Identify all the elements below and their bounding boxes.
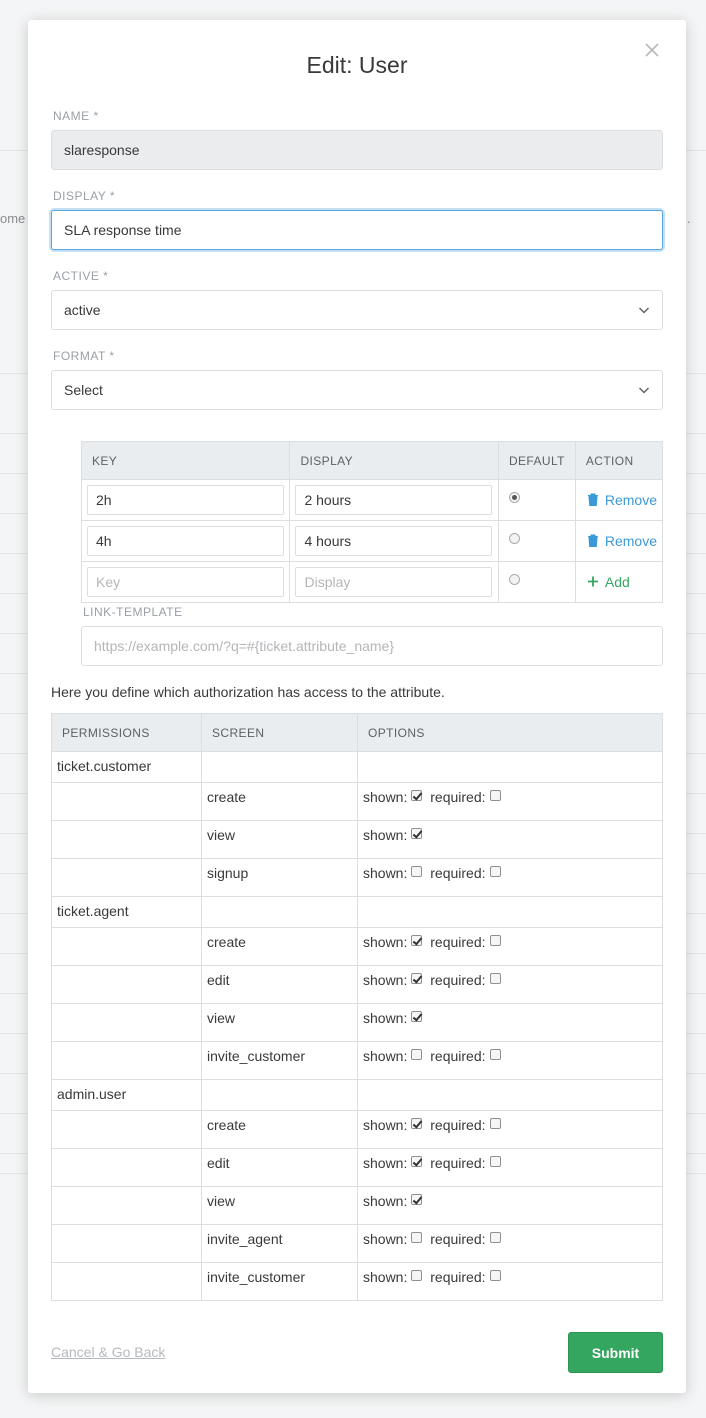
option-display-input[interactable] — [295, 485, 492, 515]
permission-screen-row — [52, 1149, 663, 1187]
chevron-down-icon — [638, 304, 650, 316]
screen-options — [358, 1111, 663, 1149]
permission-screen-row — [52, 1042, 663, 1080]
link-template-input[interactable] — [81, 626, 663, 666]
shown-checkbox[interactable] — [411, 1156, 422, 1167]
required-checkbox[interactable] — [490, 1156, 501, 1167]
option-row — [82, 480, 663, 521]
shown-label: shown: — [363, 1231, 408, 1247]
shown-label: shown: — [363, 1117, 408, 1133]
name-label: NAME * — [53, 109, 99, 123]
default-radio[interactable] — [509, 574, 520, 585]
trash-icon — [587, 534, 599, 547]
permission-screen-row — [52, 928, 663, 966]
required-label: required: — [430, 1117, 486, 1133]
shown-checkbox[interactable] — [411, 790, 422, 801]
screen-options — [358, 1225, 663, 1263]
screen-name: invite_customer — [202, 1263, 358, 1301]
screen-name: create — [202, 928, 358, 966]
shown-label: shown: — [363, 1010, 408, 1026]
modal-title: Edit: User — [306, 52, 408, 78]
empty-cell — [52, 1042, 202, 1080]
screen-name: signup — [202, 859, 358, 897]
default-radio[interactable] — [509, 533, 520, 544]
empty-cell — [52, 859, 202, 897]
empty-cell — [52, 1149, 202, 1187]
required-label: required: — [430, 972, 486, 988]
permission-screen-row — [52, 821, 663, 859]
submit-button[interactable]: Submit — [568, 1332, 663, 1373]
required-checkbox[interactable] — [490, 866, 501, 877]
remove-button[interactable] — [587, 492, 657, 508]
permission-group-row — [52, 752, 663, 783]
display-input[interactable] — [51, 210, 663, 250]
permission-screen-row — [52, 1004, 663, 1042]
background-text: ome — [0, 211, 26, 226]
screen-options — [358, 1042, 663, 1080]
screen-name: edit — [202, 1149, 358, 1187]
required-label: required: — [430, 865, 486, 881]
background-text: . — [687, 211, 691, 226]
format-select-value: Select — [64, 382, 103, 398]
shown-label: shown: — [363, 789, 408, 805]
permission-screen-row — [52, 1263, 663, 1301]
active-select[interactable] — [51, 290, 663, 330]
screen-options — [358, 1263, 663, 1301]
screen-name: create — [202, 783, 358, 821]
shown-label: shown: — [363, 1048, 408, 1064]
empty-cell — [52, 966, 202, 1004]
screen-options — [358, 1149, 663, 1187]
options-column-header: OPTIONS — [358, 714, 663, 752]
new-option-display-input[interactable] — [295, 567, 492, 597]
empty-cell — [202, 752, 358, 783]
empty-cell — [52, 1187, 202, 1225]
empty-cell — [52, 1225, 202, 1263]
permission-group-row — [52, 897, 663, 928]
empty-cell — [52, 1263, 202, 1301]
permission-screen-row — [52, 966, 663, 1004]
cancel-go-back-link[interactable]: Cancel & Go Back — [51, 1344, 166, 1360]
screen-name: create — [202, 1111, 358, 1149]
empty-cell — [358, 1080, 663, 1111]
shown-label: shown: — [363, 865, 408, 881]
shown-checkbox[interactable] — [411, 935, 422, 946]
trash-icon — [587, 493, 599, 506]
shown-label: shown: — [363, 1155, 408, 1171]
select-options-table — [81, 441, 663, 603]
empty-cell — [52, 821, 202, 859]
option-display-input[interactable] — [295, 526, 492, 556]
add-label: Add — [604, 574, 630, 590]
screen-options — [358, 821, 663, 859]
remove-button[interactable] — [587, 533, 657, 549]
required-checkbox[interactable] — [490, 1270, 501, 1281]
chevron-down-icon — [638, 384, 650, 396]
empty-cell — [52, 928, 202, 966]
empty-cell — [52, 783, 202, 821]
permission-name: admin.user — [52, 1080, 202, 1111]
screen-name: invite_customer — [202, 1042, 358, 1080]
shown-checkbox[interactable] — [411, 828, 422, 839]
screen-options — [358, 928, 663, 966]
required-label: required: — [430, 1269, 486, 1285]
screen-column-header: SCREEN — [202, 714, 358, 752]
active-label: ACTIVE * — [53, 269, 109, 283]
screen-options — [358, 859, 663, 897]
permission-name: ticket.customer — [52, 752, 202, 783]
name-input[interactable] — [51, 130, 663, 170]
required-label: required: — [430, 1231, 486, 1247]
screen-name: view — [202, 1004, 358, 1042]
permissions-table — [51, 713, 663, 1301]
shown-checkbox[interactable] — [411, 1232, 422, 1243]
required-checkbox[interactable] — [490, 1232, 501, 1243]
required-label: required: — [430, 1048, 486, 1064]
new-option-key-input[interactable] — [87, 567, 284, 597]
required-label: required: — [430, 789, 486, 805]
permission-name: ticket.agent — [52, 897, 202, 928]
remove-label: Remove — [604, 533, 657, 549]
shown-label: shown: — [363, 1193, 408, 1209]
shown-label: shown: — [363, 972, 408, 988]
permission-screen-row — [52, 859, 663, 897]
default-radio[interactable] — [509, 492, 520, 503]
shown-label: shown: — [363, 934, 408, 950]
shown-label: shown: — [363, 827, 408, 843]
empty-cell — [358, 897, 663, 928]
permissions-intro: Here you define which authorization has access to the attribute. — [51, 684, 445, 700]
screen-options — [358, 966, 663, 1004]
action-column-header: ACTION — [575, 442, 662, 480]
required-label: required: — [430, 1155, 486, 1171]
active-select-value: active — [64, 302, 101, 318]
screen-options — [358, 783, 663, 821]
remove-label: Remove — [604, 492, 657, 508]
permission-group-row — [52, 1080, 663, 1111]
required-checkbox[interactable] — [490, 1049, 501, 1060]
permission-screen-row — [52, 1111, 663, 1149]
required-checkbox[interactable] — [490, 1118, 501, 1129]
shown-label: shown: — [363, 1269, 408, 1285]
screen-name: view — [202, 821, 358, 859]
shown-checkbox[interactable] — [411, 1270, 422, 1281]
screen-name: view — [202, 1187, 358, 1225]
key-column-header: KEY — [82, 442, 290, 480]
permission-screen-row — [52, 1225, 663, 1263]
format-select[interactable] — [51, 370, 663, 410]
display-label: DISPLAY * — [53, 189, 116, 203]
link-template-label: LINK-TEMPLATE — [83, 605, 183, 619]
plus-icon — [587, 575, 599, 588]
permission-screen-row — [52, 1187, 663, 1225]
option-row — [82, 521, 663, 562]
permission-screen-row — [52, 783, 663, 821]
required-label: required: — [430, 934, 486, 950]
option-key-input[interactable] — [87, 485, 284, 515]
empty-cell — [202, 1080, 358, 1111]
screen-name: invite_agent — [202, 1225, 358, 1263]
screen-name: edit — [202, 966, 358, 1004]
required-checkbox[interactable] — [490, 790, 501, 801]
add-option-button[interactable] — [587, 574, 630, 590]
permissions-column-header: PERMISSIONS — [52, 714, 202, 752]
required-checkbox[interactable] — [490, 973, 501, 984]
format-label: FORMAT * — [53, 349, 115, 363]
shown-checkbox[interactable] — [411, 1118, 422, 1129]
option-key-input[interactable] — [87, 526, 284, 556]
default-column-header: DEFAULT — [498, 442, 575, 480]
empty-cell — [358, 752, 663, 783]
screen-options — [358, 1004, 663, 1042]
edit-user-modal — [28, 20, 686, 1393]
required-checkbox[interactable] — [490, 935, 501, 946]
screen-options — [358, 1187, 663, 1225]
display-column-header: DISPLAY — [290, 442, 498, 480]
empty-cell — [52, 1004, 202, 1042]
new-option-row — [82, 562, 663, 603]
shown-checkbox[interactable] — [411, 1194, 422, 1205]
shown-checkbox[interactable] — [411, 1049, 422, 1060]
shown-checkbox[interactable] — [411, 866, 422, 877]
shown-checkbox[interactable] — [411, 1011, 422, 1022]
shown-checkbox[interactable] — [411, 973, 422, 984]
empty-cell — [202, 897, 358, 928]
empty-cell — [52, 1111, 202, 1149]
